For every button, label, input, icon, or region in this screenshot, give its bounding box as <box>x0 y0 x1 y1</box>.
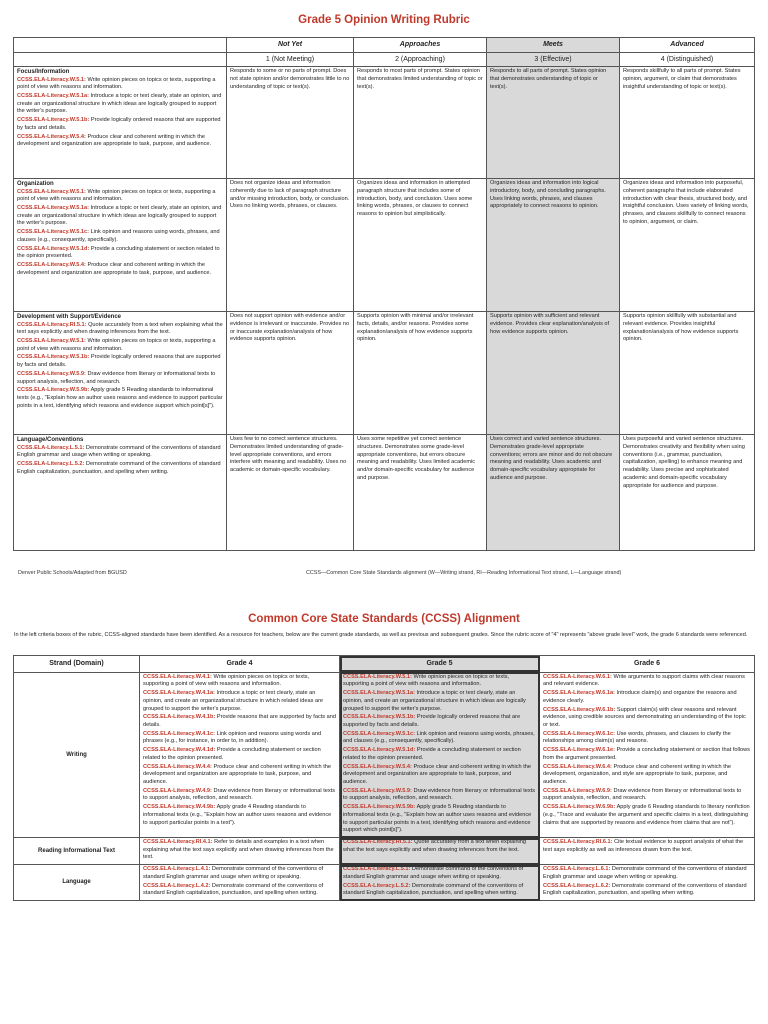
descriptor-cell: Supports opinion with minimal and/or irrelevant facts, details, and/or reasons. Provides some explanation/analysis of how evidence supports opinion. <box>354 312 487 435</box>
standard-text: Demonstrate command of the conventions of standard English grammar and usage when writing or speaking. <box>17 444 221 459</box>
standard-entry <box>343 866 536 881</box>
standard-code: CCSS.ELA-Literacy.W.6.9: <box>543 787 612 794</box>
standard-code: CCSS.ELA-Literacy.W.5.1a: <box>343 690 416 697</box>
standard-code: CCSS.ELA-Literacy.W.5.1: <box>17 188 86 195</box>
standard-text: Write opinion pieces on topics or texts, supporting a point of view with reasons and information. <box>17 338 216 352</box>
standard-text: Demonstrate command of the conventions of standard English grammar and usage when writing or speaking. <box>143 866 324 880</box>
standard-code: CCSS.ELA-Literacy.L.5.2: <box>17 461 85 468</box>
standard-text: Write opinion pieces on topics or texts, supporting a point of view with reasons and information. <box>17 188 216 203</box>
standard-entry <box>17 338 223 353</box>
standard-text: Write opinion pieces on topics or texts, supporting a point of view with reasons and information. <box>343 673 510 688</box>
rubric-title: Grade 5 Opinion Writing Rubric <box>298 14 470 26</box>
standard-entry <box>543 747 751 762</box>
standard-entry <box>543 764 751 787</box>
standard-entry <box>343 788 536 803</box>
standard-entry <box>143 883 336 898</box>
grade6-standards-cell <box>540 865 755 901</box>
standard-code: CCSS.ELA-Literacy.RI.6.1: <box>543 839 613 846</box>
standard-code: CCSS.ELA-Literacy.L.5.1: <box>343 866 411 873</box>
standard-text: Produce clear and coherent writing in which the development and organization are appropriate to task, purpose, and audience. <box>17 133 212 148</box>
standard-code: CCSS.ELA-Literacy.W.5.1b: <box>17 117 90 124</box>
standard-text: Write opinion pieces on topics or texts, supporting a point of view with reasons and information. <box>143 673 310 688</box>
standard-text: Apply grade 6 Reading standards to literary nonfiction (e.g., "Trace and evaluate the argument and specific claims in a text, distinguishing claims that are supported by reasons and evidence from claims that are not"). <box>543 804 750 826</box>
standard-text: Demonstrate command of the conventions of standard English grammar and usage when writing or speaking. <box>343 866 524 880</box>
standard-code: CCSS.ELA-Literacy.L.4.1: <box>143 866 211 873</box>
alignment-row <box>14 672 755 837</box>
standard-code: CCSS.ELA-Literacy.W.4.1d: <box>143 747 216 754</box>
standard-text: Apply grade 5 Reading standards to informational texts (e.g., "Explain how an author uses reasons and evidence to support particular points in a text, identifying which reasons and evidence support which point[s]"). <box>343 804 532 834</box>
standard-code: CCSS.ELA-Literacy.W.4.1: <box>143 673 212 680</box>
standard-code: CCSS.ELA-Literacy.W.5.1b: <box>17 354 90 361</box>
standard-entry <box>17 246 223 261</box>
standard-entry <box>343 883 536 898</box>
standard-text: Support claim(s) with clear reasons and relevant evidence, using credible sources and demonstrating an understanding of the topic or text. <box>543 706 746 728</box>
level-advanced: Advanced <box>620 38 755 53</box>
standard-code: CCSS.ELA-Literacy.W.6.9b: <box>543 804 616 811</box>
standard-text: Write opinion pieces on topics or texts, supporting a point of view with reasons and information. <box>17 76 216 91</box>
standard-text: Quote accurately from a text when explaining what the text says explicitly and when drawing inferences from the text. <box>17 321 223 336</box>
grade4-standards-cell <box>140 672 340 837</box>
standard-entry <box>17 371 223 386</box>
standard-entry <box>17 461 223 476</box>
standard-text: Draw evidence from literary or informational texts to support analysis, reflection, and research. <box>143 787 336 802</box>
standard-text: Apply grade 5 Reading standards to informational texts (e.g., "Explain how an author uses reasons and evidence to support particular points in a text, identifying which reasons and evidence support which point[s]"). <box>17 387 223 409</box>
standard-text: Produce clear and coherent writing in which the development and organization are appropriate to task, purpose, and audience. <box>17 262 212 276</box>
standard-entry <box>143 690 336 713</box>
standard-text: Provide logically ordered reasons that are supported by facts and details. <box>343 714 521 728</box>
standard-text: Refer to details and examples in a text when explaining what the text says explicitly and when drawing inferences from the text. <box>143 839 334 861</box>
standard-text: Provide reasons that are supported by facts and details. <box>143 714 336 728</box>
strand-cell: Writing <box>14 672 140 837</box>
descriptor-cell: Uses few to no correct sentence structures. Demonstrates limited understanding of grade-level appropriate conventions, and errors interfere with meaning and readability. Uses no academic or domain-specific vocabulary. <box>227 435 354 551</box>
standard-code: CCSS.ELA-Literacy.W.5.1a: <box>17 93 90 100</box>
descriptor-cell: Organizes ideas and information into purposeful, coherent paragraphs that include elaborated introduction with clear thesis, structured body, and insightful conclusion. Uses variety of linking words, phrases, and clauses skillfully to connect reasons to opinion, argument, or claim. <box>620 179 755 312</box>
criteria-title: Focus/Information <box>17 69 70 76</box>
standard-entry <box>543 866 751 881</box>
standard-code: CCSS.ELA-Literacy.W.4.1b: <box>143 714 216 721</box>
descriptor-cell: Uses some repetitive yet correct sentence structures. Demonstrates some grade-level appropriate conventions, but errors obscure meaning and readability. Uses limited academic and/or domain-specific vocabulary for audience and purpose. <box>354 435 487 551</box>
standard-entry <box>543 883 751 898</box>
standard-text: Provide a concluding statement or section related to the opinion presented. <box>143 747 321 761</box>
score-2: 2 (Approaching) <box>354 52 487 67</box>
rubric-row <box>14 179 755 312</box>
grade6-standards-cell <box>540 672 755 837</box>
standard-entry <box>543 839 751 854</box>
standard-entry <box>143 747 336 762</box>
standard-text: Produce clear and coherent writing in which the development, organization, and style are appropriate to task, purpose, and audience. <box>543 763 731 785</box>
standard-code: CCSS.ELA-Literacy.W.5.1: <box>343 673 412 680</box>
standard-code: CCSS.ELA-Literacy.RI.5.1: <box>17 321 87 328</box>
standard-entry <box>143 839 336 862</box>
score-4: 4 (Distinguished) <box>620 52 755 67</box>
header-grade4: Grade 4 <box>140 656 340 673</box>
standard-code: CCSS.ELA-Literacy.RI.5.1: <box>343 839 413 846</box>
rubric-corner-sub <box>14 52 227 67</box>
standard-text: Demonstrate command of the conventions of standard English capitalization, punctuation, and spelling when writing. <box>543 882 747 897</box>
criteria-title: Development with Support/Evidence <box>17 314 122 321</box>
descriptor-cell: Uses correct and varied sentence structures. Demonstrates grade-level appropriate conventions; errors are minor and do not obscure meaning and readability. Uses academic and domain-specific vocabulary appropriate for audience and purpose. <box>487 435 620 551</box>
descriptor-cell: Organizes ideas and information into logical introductory, body, and concluding paragraphs. Uses linking words, phrases, and clauses appropriately to connect reasons to opinion. <box>487 179 620 312</box>
grade5-standards-cell <box>340 672 540 837</box>
standard-code: CCSS.ELA-Literacy.L.6.2: <box>543 882 611 889</box>
standard-code: CCSS.ELA-Literacy.W.4.9b: <box>143 804 216 811</box>
descriptor-cell: Responds to most parts of prompt. States opinion that demonstrates limited understanding of topic or text(s). <box>354 67 487 179</box>
criteria-cell <box>14 312 227 435</box>
level-not-yet: Not Yet <box>227 38 354 53</box>
descriptor-cell: Uses purposeful and varied sentence structures. Demonstrates creativity and flexibility when using conventions (i.e., grammar, punctuation, capitalization, spelling) to enhance meaning and readability. Uses precise and sophisticated academic and domain-specific vocabulary appropriate for audience and purpose. <box>620 435 755 551</box>
grade5-standards-cell <box>340 838 540 865</box>
standard-text: Apply grade 4 Reading standards to informational texts (e.g., "Explain how an author uses reasons and evidence to support particular points in a text"). <box>143 804 332 826</box>
standard-text: Demonstrate command of the conventions of standard English capitalization, punctuation, and spelling when writing. <box>143 882 324 897</box>
alignment-intro: In the left criteria boxes of the rubric, CCSS-aligned standards have been identified. As a resource for teachers, below are the current grade standards, as well as previous and subsequent grades. Since the rubric score of "4" represents "above grade level" work, the grade 6 standards were referenced. <box>14 632 748 638</box>
standard-text: Demonstrate command of the conventions of standard English capitalization, punctuation, and spelling when writing. <box>17 461 221 475</box>
standard-text: Cite textual evidence to support analysis of what the text says explicitly as well as inferences drawn from the text. <box>543 839 744 853</box>
grade4-standards-cell <box>140 838 340 865</box>
standard-code: CCSS.ELA-Literacy.W.5.4: <box>17 262 86 269</box>
descriptor-cell: Supports opinion with sufficient and relevant evidence. Provides clear explanation/analysis of how evidence supports opinion. <box>487 312 620 435</box>
standard-entry <box>17 322 223 337</box>
standard-entry <box>17 445 223 460</box>
descriptor-cell: Does not organize ideas and information coherently due to lack of paragraph structure and/or missing introduction, body, or conclusion. Uses no linking words, phrases, or clauses. <box>227 179 354 312</box>
standard-entry <box>17 77 223 92</box>
standard-code: CCSS.ELA-Literacy.W.6.4: <box>543 763 612 770</box>
standard-entry <box>343 804 536 835</box>
standard-entry <box>543 804 751 827</box>
criteria-cell <box>14 67 227 179</box>
standard-entry <box>343 747 536 762</box>
standard-text: Introduce claim(s) and organize the reasons and evidence clearly. <box>543 690 737 704</box>
standard-text: Introduce a topic or text clearly, state an opinion, and create an organizational structure in which ideas are logically grouped to support the writer's purpose. <box>17 93 222 115</box>
standard-text: Draw evidence from literary or informational texts to support analysis, reflection, and research. <box>343 787 536 802</box>
standard-code: CCSS.ELA-Literacy.W.5.1: <box>17 338 86 345</box>
standard-entry <box>343 764 536 787</box>
score-3: 3 (Effective) <box>487 52 620 67</box>
standard-text: Link opinion and reasons using words, phrases, and clauses (e.g., consequently, specifically). <box>343 730 535 745</box>
standard-entry <box>343 674 536 689</box>
strand-cell: Reading Informational Text <box>14 838 140 865</box>
standard-entry <box>17 262 223 277</box>
criteria-cell <box>14 179 227 312</box>
descriptor-cell: Responds to some or no parts of prompt. Does not state opinion and/or demonstrates little to no understanding of topic or text(s). <box>227 67 354 179</box>
standard-text: Introduce a topic or text clearly, state an opinion, and create an organizational structure in which related ideas are grouped to support the writer's purpose. <box>143 690 324 712</box>
standard-code: CCSS.ELA-Literacy.W.5.1d: <box>343 747 416 754</box>
alignment-row <box>14 838 755 865</box>
standard-entry <box>543 690 751 705</box>
standard-entry <box>143 731 336 746</box>
standard-code: CCSS.ELA-Literacy.W.5.9: <box>343 787 412 794</box>
standard-text: Demonstrate command of the conventions of standard English capitalization, punctuation, and spelling when writing. <box>343 882 524 897</box>
grade6-standards-cell <box>540 838 755 865</box>
level-meets: Meets <box>487 38 620 53</box>
standard-code: CCSS.ELA-Literacy.W.6.1e: <box>543 747 616 754</box>
header-grade5: Grade 5 <box>340 656 540 673</box>
descriptor-cell: Organizes ideas and information in attempted paragraph structure that includes some of introduction, body, and conclusion. Uses some linking words, phrases, or clauses to connect reasons to opinion but simplistically. <box>354 179 487 312</box>
standard-code: CCSS.ELA-Literacy.L.4.2: <box>143 882 211 889</box>
standard-code: CCSS.ELA-Literacy.W.6.1b: <box>543 706 616 713</box>
standard-code: CCSS.ELA-Literacy.W.5.1a: <box>17 205 90 212</box>
standard-text: Quote accurately from a text when explaining what the text says explicitly and when drawing inferences from the text. <box>343 839 527 853</box>
rubric-table <box>13 37 755 551</box>
standard-text: Introduce a topic or text clearly, state an opinion, and create an organizational structure in which ideas are logically grouped to support the writer's purpose. <box>17 205 222 227</box>
standard-text: Demonstrate command of the conventions of standard English grammar and usage when writing or speaking. <box>543 866 747 880</box>
strand-cell: Language <box>14 865 140 901</box>
standard-code: CCSS.ELA-Literacy.W.5.1: <box>17 76 86 83</box>
criteria-title: Organization <box>17 181 54 188</box>
rubric-row <box>14 312 755 435</box>
standard-code: CCSS.ELA-Literacy.W.5.4: <box>343 763 412 770</box>
standard-entry <box>343 731 536 746</box>
rubric-corner <box>14 38 227 53</box>
criteria-cell <box>14 435 227 551</box>
standard-text: Produce clear and coherent writing in which the development and organization are appropriate to task, purpose, and audience. <box>143 763 331 785</box>
standard-entry <box>343 839 536 854</box>
standard-text: Produce clear and coherent writing in which the development and organization are appropriate to task, purpose, and audience. <box>343 763 531 785</box>
rubric-row <box>14 67 755 179</box>
footer-source: Denver Public Schools/Adapted from BGUSD <box>18 570 127 576</box>
standard-text: Provide a concluding statement or section that follows from the argument presented. <box>543 747 750 761</box>
standard-entry <box>543 707 751 730</box>
standard-code: CCSS.ELA-Literacy.W.5.1b: <box>343 714 416 721</box>
standard-code: CCSS.ELA-Literacy.W.4.1c: <box>143 730 216 737</box>
footer-legend: CCSS—Common Core State Standards alignment (W—Writing strand, RI—Reading Informational Text strand, L—Language strand) <box>306 570 622 576</box>
standard-entry <box>17 189 223 204</box>
standard-entry <box>17 134 223 149</box>
standard-entry <box>143 788 336 803</box>
header-strand: Strand (Domain) <box>14 656 140 673</box>
standard-text: Draw evidence from literary or informational texts to support analysis, reflection, and research. <box>17 370 216 385</box>
grade4-standards-cell <box>140 865 340 901</box>
standard-code: CCSS.ELA-Literacy.W.4.9: <box>143 787 212 794</box>
header-grade6: Grade 6 <box>540 656 755 673</box>
standard-text: Link opinion and reasons using words and phrases (e.g., for instance, in order to, in addition). <box>143 730 322 745</box>
standard-text: Link opinion and reasons using words, phrases, and clauses (e.g., consequently, specifically). <box>17 229 220 243</box>
standard-entry <box>143 866 336 881</box>
standard-text: Write arguments to support claims with clear reasons and relevant evidence. <box>543 673 745 688</box>
standard-code: CCSS.ELA-Literacy.RI.4.1: <box>143 839 213 846</box>
descriptor-cell: Supports opinion skillfully with substantial and relevant evidence. Provides insightful explanation/analysis of how evidence supports opinion. <box>620 312 755 435</box>
standard-entry <box>17 229 223 244</box>
standard-code: CCSS.ELA-Literacy.L.6.1: <box>543 866 611 873</box>
standard-entry <box>17 93 223 116</box>
alignment-table <box>13 655 755 901</box>
standard-entry <box>143 804 336 827</box>
alignment-row <box>14 865 755 901</box>
descriptor-cell: Responds to all parts of prompt. States opinion that demonstrates understanding of topic or text(s). <box>487 67 620 179</box>
standard-code: CCSS.ELA-Literacy.L.5.1: <box>17 444 85 451</box>
standard-entry <box>17 117 223 132</box>
standard-code: CCSS.ELA-Literacy.W.4.4: <box>143 763 212 770</box>
standard-text: Draw evidence from literary or informational texts to support analysis, reflection, and research. <box>543 787 742 802</box>
standard-text: Provide a concluding statement or section related to the opinion presented. <box>343 747 521 761</box>
grade5-standards-cell <box>340 865 540 901</box>
standard-code: CCSS.ELA-Literacy.W.6.1c: <box>543 730 616 737</box>
level-approaches: Approaches <box>354 38 487 53</box>
standard-entry <box>17 354 223 369</box>
standard-code: CCSS.ELA-Literacy.W.5.1c: <box>17 229 90 236</box>
standard-text: Provide logically ordered reasons that are supported by facts and details. <box>17 117 221 131</box>
standard-code: CCSS.ELA-Literacy.W.6.1: <box>543 673 612 680</box>
standard-code: CCSS.ELA-Literacy.W.4.1a: <box>143 690 216 697</box>
standard-entry <box>143 764 336 787</box>
standard-entry <box>343 714 536 729</box>
standard-entry <box>343 690 536 713</box>
standard-entry <box>543 674 751 689</box>
rubric-row <box>14 435 755 551</box>
standard-code: CCSS.ELA-Literacy.W.5.4: <box>17 133 86 140</box>
standard-code: CCSS.ELA-Literacy.W.5.1c: <box>343 730 416 737</box>
standard-entry <box>17 205 223 228</box>
standard-code: CCSS.ELA-Literacy.W.5.1d: <box>17 245 90 252</box>
descriptor-cell: Responds skillfully to all parts of prompt. States opinion, argument, or claim that demonstrates insightful understanding of topic or text(s). <box>620 67 755 179</box>
standard-entry <box>143 714 336 729</box>
standard-text: Provide logically ordered reasons that are supported by facts and details. <box>17 354 221 369</box>
score-1: 1 (Not Meeting) <box>227 52 354 67</box>
descriptor-cell: Does not support opinion with evidence and/or evidence is irrelevant or inaccurate. Provides no or inaccurate explanation/analysis of how evidence supports opinion. <box>227 312 354 435</box>
alignment-title: Common Core State Standards (CCSS) Alignment <box>248 613 520 625</box>
standard-entry <box>543 788 751 803</box>
standard-entry <box>17 387 223 410</box>
standard-code: CCSS.ELA-Literacy.W.6.1a: <box>543 690 616 697</box>
standard-entry <box>543 731 751 746</box>
criteria-title: Language/Conventions <box>17 437 84 444</box>
standard-code: CCSS.ELA-Literacy.L.5.2: <box>343 882 411 889</box>
standard-text: Use words, phrases, and clauses to clarify the relationships among claim(s) and reasons. <box>543 730 731 745</box>
standard-entry <box>143 674 336 689</box>
standard-code: CCSS.ELA-Literacy.W.5.9b: <box>17 387 90 394</box>
standard-text: Introduce a topic or text clearly, state an opinion, and create an organizational structure in which ideas are logically grouped to support the writer's purpose. <box>343 690 526 712</box>
standard-text: Provide a concluding statement or section related to the opinion presented. <box>17 245 220 260</box>
standard-code: CCSS.ELA-Literacy.W.5.9b: <box>343 804 416 811</box>
standard-code: CCSS.ELA-Literacy.W.5.9: <box>17 370 86 377</box>
